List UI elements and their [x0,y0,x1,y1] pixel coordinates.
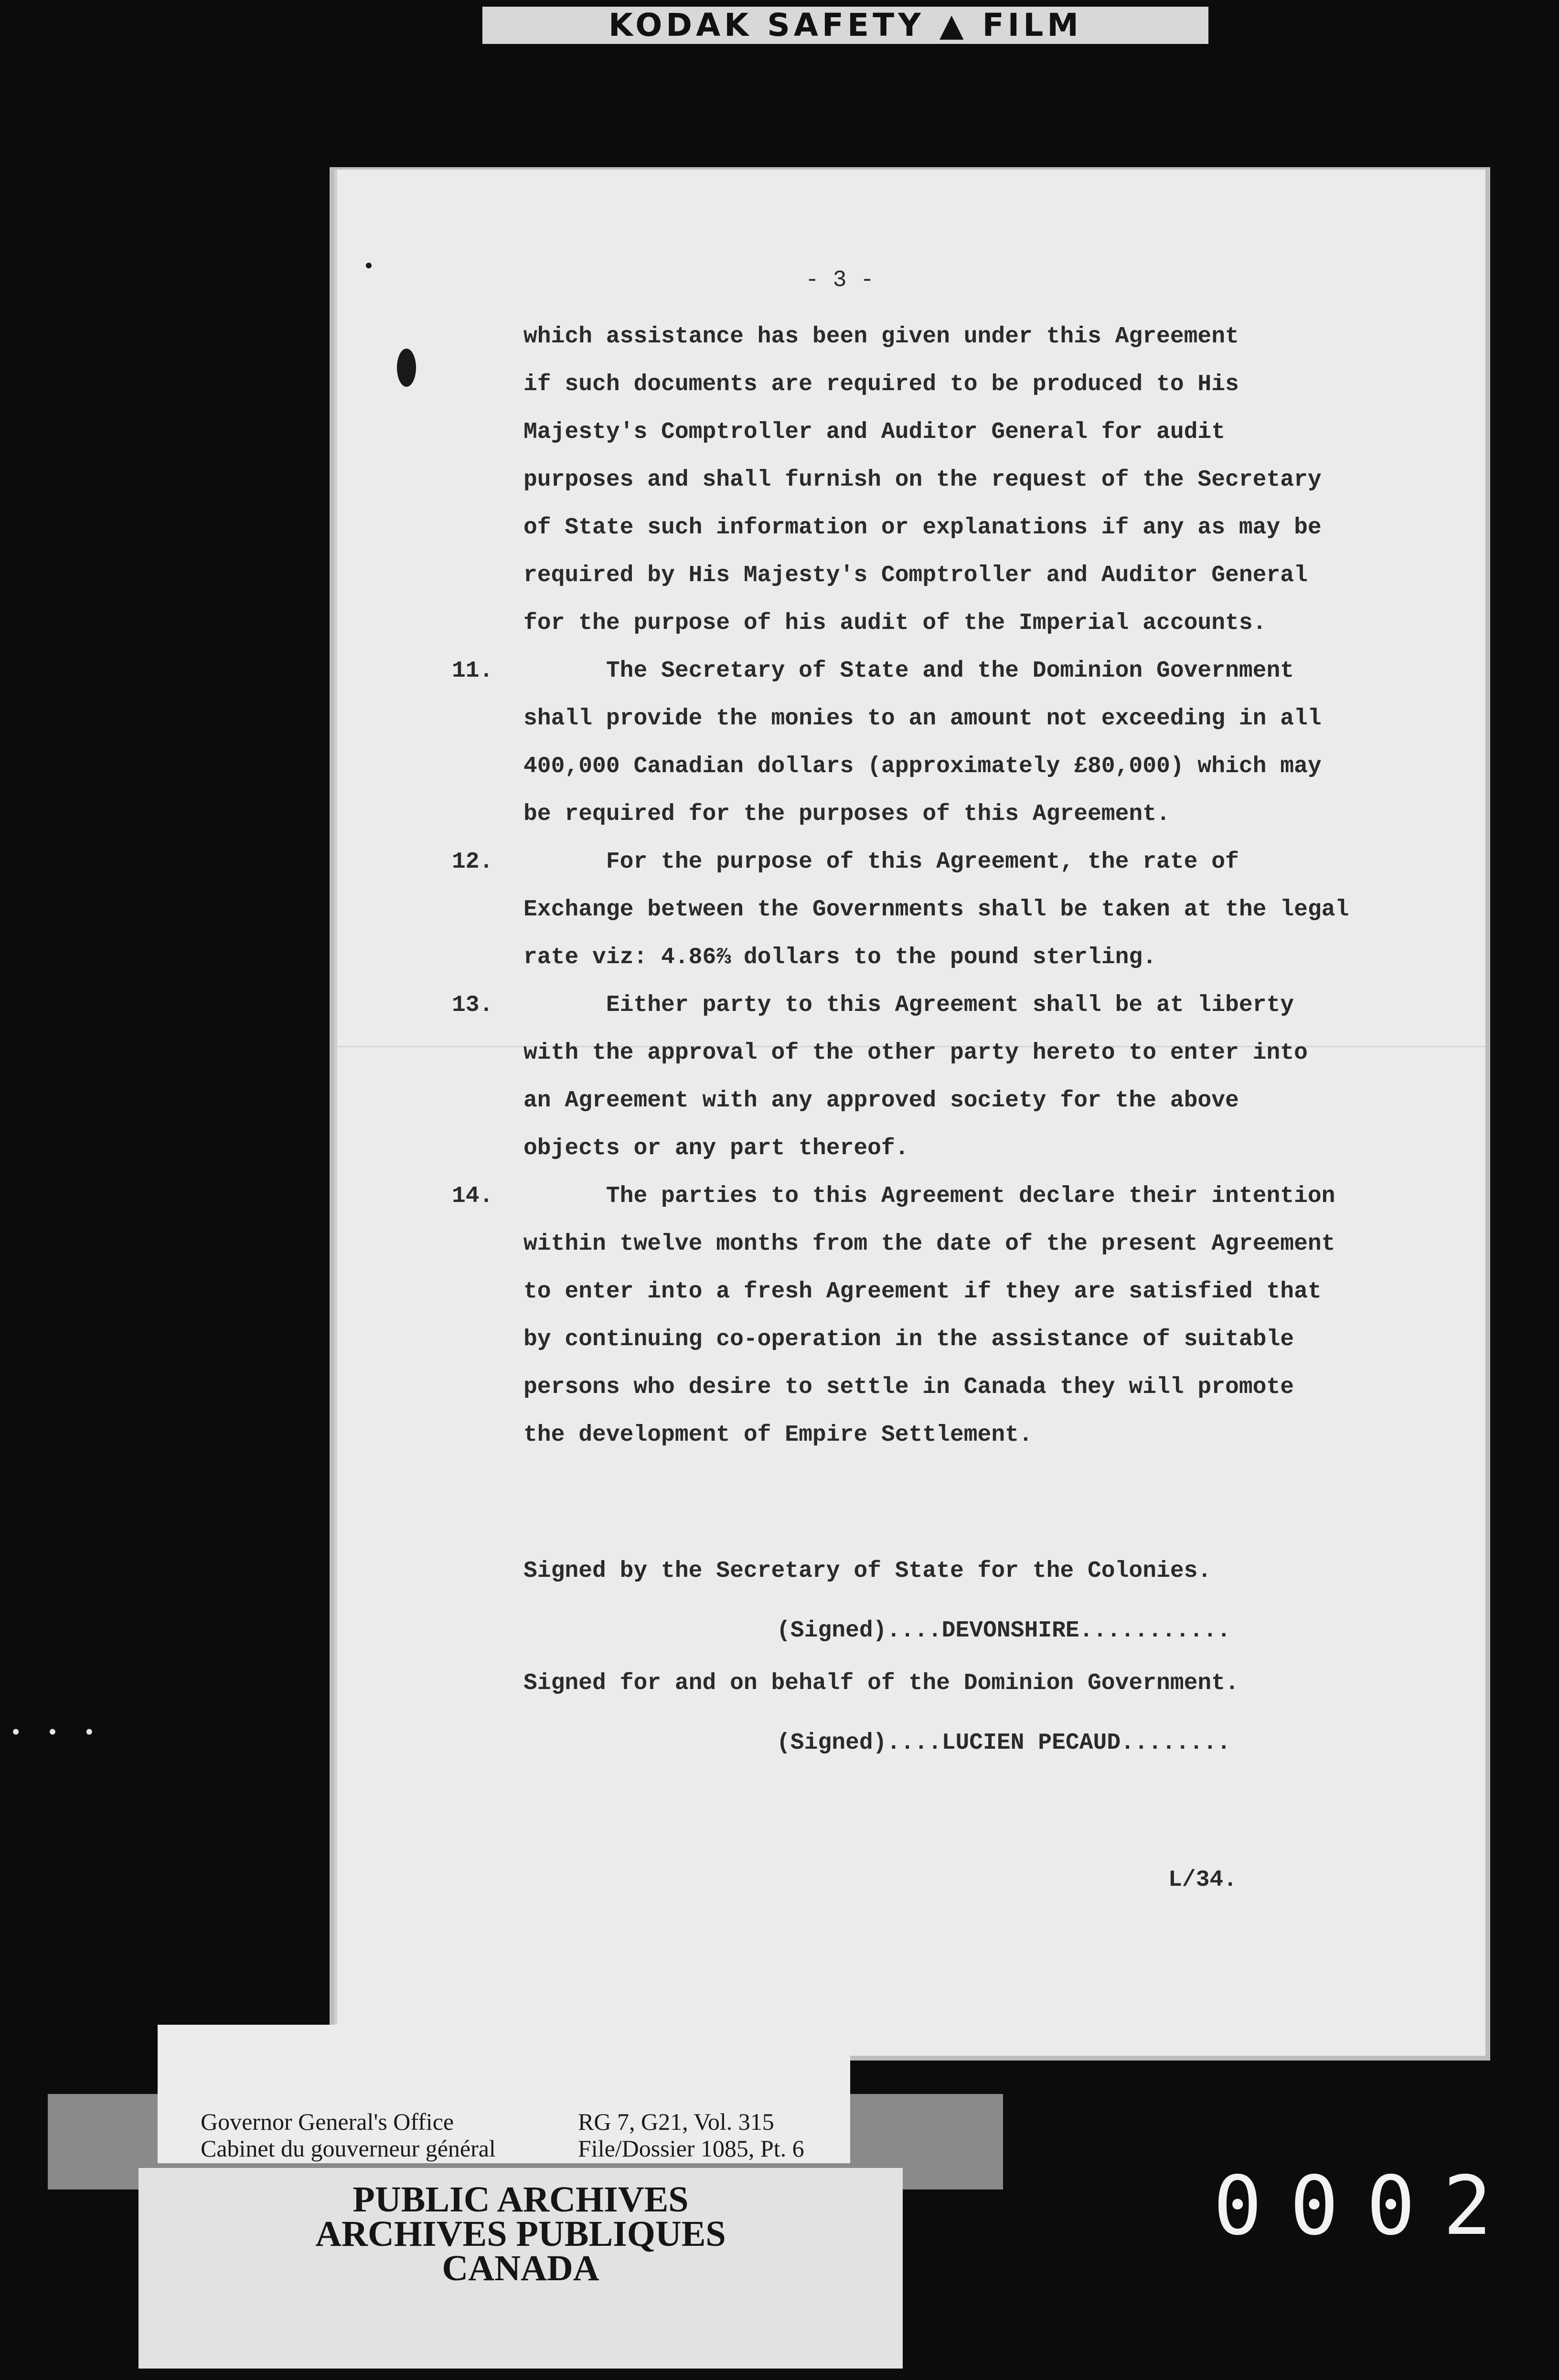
paragraph-number: 12. [452,849,493,875]
body-line: The parties to this Agreement declare their intention [523,1183,1335,1209]
record-group: RG 7, G21, Vol. 315 [578,2108,774,2135]
body-line: Exchange between the Governments shall be taken at the legal [523,897,1349,923]
body-line: persons who desire to settle in Canada they will promote [523,1374,1294,1400]
frame-number: 0002 [1213,2159,1520,2253]
body-line: 400,000 Canadian dollars (approximately £80,000) which may [523,754,1322,779]
document-page [334,170,1485,2056]
body-line: Either party to this Agreement shall be at liberty [523,992,1294,1018]
stamp-line-2: ARCHIVES PUBLIQUES [315,2214,726,2254]
signature-line-2: Signed for and on behalf of the Dominion Government. [523,1670,1239,1696]
body-line: which assistance has been given under this Agreement [523,324,1239,350]
body-line: For the purpose of this Agreement, the rate of [523,849,1239,875]
body-line: to enter into a fresh Agreement if they are satisfied that [523,1279,1322,1305]
body-line: by continuing co-operation in the assistance of suitable [523,1327,1294,1352]
office-en: Governor General's Office [201,2108,454,2135]
signature-line-1: Signed by the Secretary of State for the Colonies. [523,1558,1212,1584]
signature-pecaud: (Signed)....LUCIEN PECAUD........ [777,1730,1231,1756]
body-line: Majesty's Comptroller and Auditor General for audit [523,419,1226,445]
signature-devonshire: (Signed)....DEVONSHIRE........... [777,1618,1231,1644]
stamp-line-3: CANADA [442,2248,599,2288]
body-line: within twelve months from the date of the present Agreement [523,1231,1335,1257]
paragraph-number: 13. [452,992,493,1018]
body-line: the development of Empire Settlement. [523,1422,1033,1448]
body-line: an Agreement with any approved society for the above [523,1088,1239,1114]
page-number: - 3 - [805,267,875,293]
paragraph-number: 14. [452,1183,493,1209]
archive-label [158,2025,850,2163]
film-edge-marking: KODAK SAFETY ▲ FILM [482,7,1208,44]
body-line: for the purpose of his audit of the Imperial accounts. [523,610,1267,636]
ink-spot [397,349,416,387]
body-line: if such documents are required to be produced to His [523,372,1239,397]
body-line: with the approval of the other party hereto to enter into [523,1040,1308,1066]
body-line: purposes and shall furnish on the request of the Secretary [523,467,1322,493]
record-label [578,2108,804,2162]
office-label [201,2108,496,2162]
paragraph-number: 11. [452,658,493,684]
document-reference: L/34. [1168,1867,1238,1893]
body-line: be required for the purposes of this Agreement. [523,801,1170,827]
body-line: The Secretary of State and the Dominion Government [523,658,1294,684]
archive-stamp [139,2168,903,2369]
film-edge-dots: • • • [10,1721,102,1745]
body-line: of State such information or explanations if any as may be [523,515,1322,541]
stamp-line-1: PUBLIC ARCHIVES [352,2179,689,2220]
body-line: objects or any part thereof. [523,1136,909,1161]
body-line: rate viz: 4.86⅔ dollars to the pound sterling. [523,945,1157,970]
office-fr: Cabinet du gouverneur général [201,2135,496,2162]
body-line: required by His Majesty's Comptroller and Auditor General [523,563,1308,588]
ink-spot [366,263,372,268]
file-number: File/Dossier 1085, Pt. 6 [578,2135,804,2162]
body-line: shall provide the monies to an amount not exceeding in all [523,706,1322,732]
